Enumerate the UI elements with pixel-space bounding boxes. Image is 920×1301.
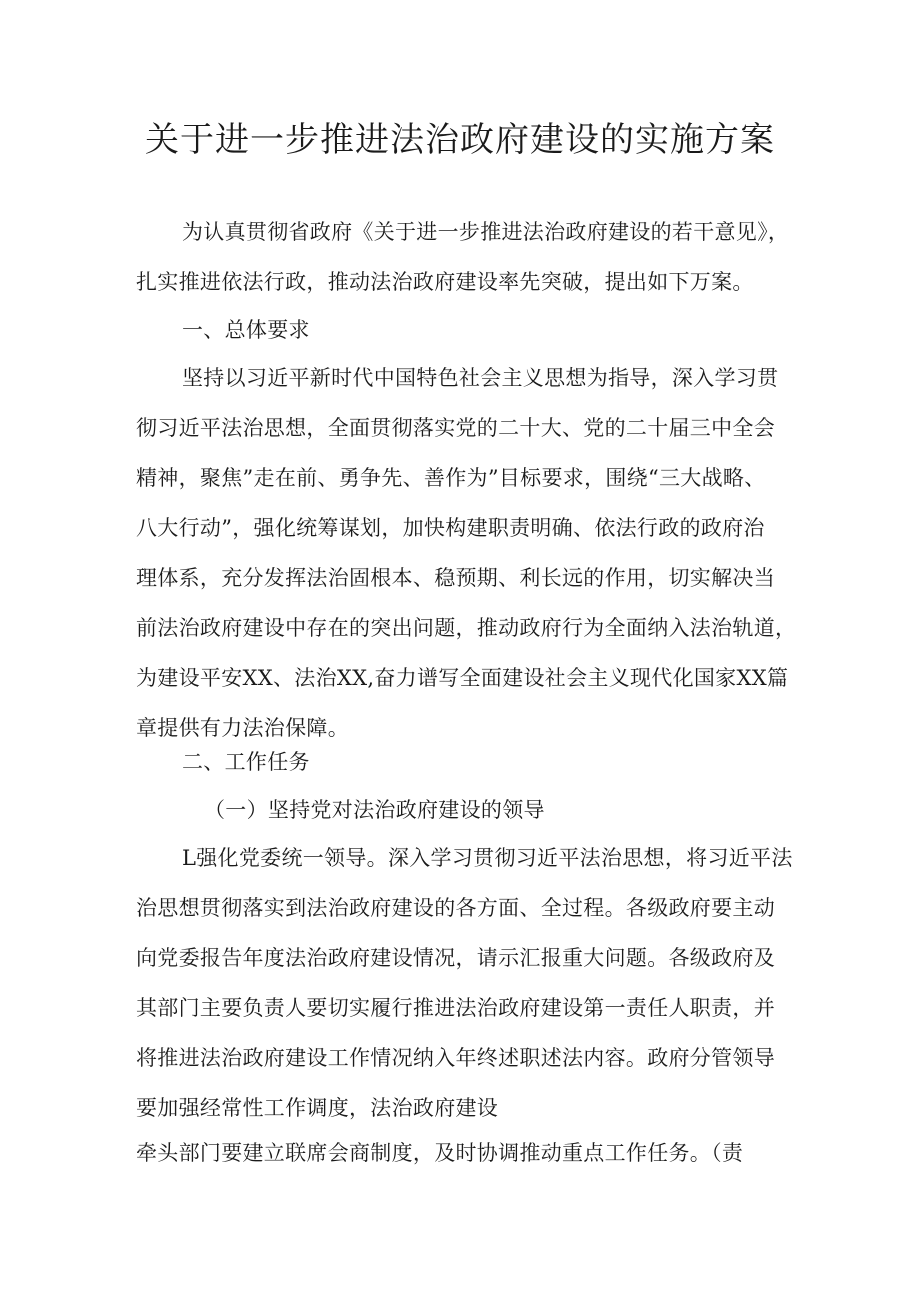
intro-line-2: 扎实推进依法行政，推动法治政府建设率先突破，提出如下万案。 xyxy=(136,270,754,294)
section-1-line-6: 前法治政府建设中存在的突出问题，推动政府行为全面纳入法治轨道， xyxy=(136,616,797,640)
subsection-1-line-1: L强化党委统一领导。深入学习贯彻习近平法治思想，将习近平法 xyxy=(182,846,793,870)
section-1-line-4: 八大行动”，强化统筹谋划，加快构建职责明确、依法行政的政府治 xyxy=(136,516,765,540)
subsection-1-line-4: 其部门主要负责人要切实履行推进法治政府建设第一责任人职责，并 xyxy=(136,996,775,1020)
section-1-paragraph xyxy=(136,353,806,753)
intro-line-1: 为认真贯彻省政府《关于进一步推进法治政府建设的若干意见》， xyxy=(182,220,790,244)
trailing-line: 牵头部门要建立联席会商制度，及时协调推动重点工作任务。（责 xyxy=(136,1141,744,1165)
section-1-line-8: 章提供有力法治保障。 xyxy=(136,716,349,740)
section-1-line-5: 理体系，充分发挥法治固根本、稳预期、利长远的作用，切实解决当 xyxy=(136,566,775,590)
section-1-heading: 一、总体要求 xyxy=(182,318,310,342)
subsection-1-heading: （一）坚持党对法治政府建设的领导 xyxy=(204,798,545,822)
section-1-line-1: 坚持以习近平新时代中国特色社会主义思想为指导，深入学习贯 xyxy=(182,366,779,390)
section-1-line-2: 彻习近平法治思想，全面贯彻落实党的二十大、党的二十届三中全会 xyxy=(136,416,775,440)
subsection-1-line-5: 将推进法治政府建设工作情况纳入年终述职述法内容。政府分管领导 xyxy=(136,1046,775,1070)
section-1-line-7: 为建设平安XX、法治XX,奋力谱写全面建设社会主义现代化国家XX篇 xyxy=(136,666,789,690)
section-2 xyxy=(136,737,806,787)
intro-paragraph xyxy=(136,207,806,307)
subsection-1-line-2: 治思想贯彻落实到法治政府建设的各方面、全过程。各级政府要主动 xyxy=(136,896,775,920)
section-1 xyxy=(136,305,806,355)
subsection-1-line-6: 要加强经常性工作调度，法治政府建设 xyxy=(136,1096,499,1120)
trailing-paragraph xyxy=(136,1128,806,1178)
section-2-heading: 二、工作任务 xyxy=(182,750,310,774)
document-title: 关于进一步推进法治政府建设的实施方案 xyxy=(145,120,775,160)
subsection-1-line-3: 向党委报告年度法治政府建设情况，请示汇报重大问题。各级政府及 xyxy=(136,946,775,970)
subsection-1 xyxy=(136,785,806,835)
section-1-line-3: 精神，聚焦”走在前、勇争先、善作为”目标要求，围绕“三大战略、 xyxy=(136,466,766,490)
subsection-1-paragraph xyxy=(136,833,806,1133)
